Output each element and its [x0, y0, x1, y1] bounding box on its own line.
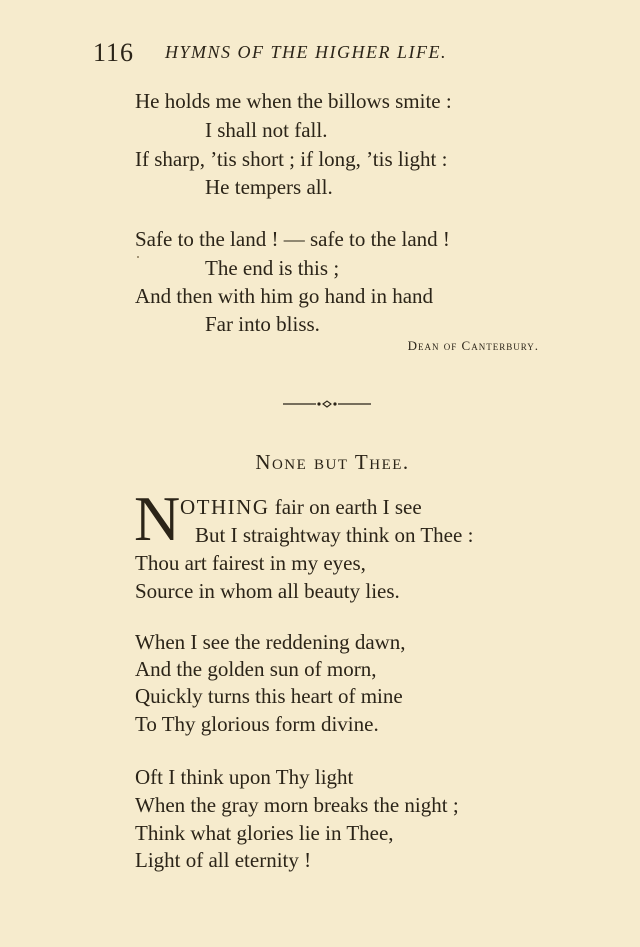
- poem-line: The end is this ;: [205, 256, 340, 280]
- poem-line: When I see the reddening dawn,: [135, 630, 406, 654]
- page-number: 116: [93, 38, 135, 67]
- poem-line: Quickly turns this heart of mine: [135, 684, 403, 708]
- poem-line-first: [180, 494, 422, 520]
- poem-line: If sharp, ’tis short ; if long, ’tis light :: [135, 147, 448, 171]
- poem-title: None but Thee.: [255, 450, 410, 474]
- poem-line: When the gray morn breaks the night ;: [135, 793, 459, 817]
- poem-line: Far into bliss.: [205, 312, 320, 336]
- poem-line: I shall not fall.: [205, 118, 328, 142]
- poem-line: Light of all eternity !: [135, 848, 312, 872]
- poem-line: To Thy glorious form divine.: [135, 712, 379, 736]
- margin-speck: [137, 256, 139, 258]
- poem-line: Source in whom all beauty lies.: [135, 579, 400, 603]
- poem-line: He holds me when the billows smite :: [135, 89, 452, 113]
- drop-cap: N: [134, 483, 181, 554]
- poem-line: But I straightway think on Thee :: [195, 523, 474, 547]
- poem-line: Oft I think upon Thy light: [135, 765, 354, 789]
- poem-line: And then with him go hand in hand: [135, 284, 434, 308]
- running-title: HYMNS OF THE HIGHER LIFE.: [165, 42, 447, 62]
- ornament-divider-icon: [283, 394, 373, 414]
- poem-line: Think what glories lie in Thee,: [135, 821, 394, 845]
- poem-line: Thou art fairest in my eyes,: [135, 551, 366, 575]
- poem-line: Safe to the land ! — safe to the land !: [135, 227, 450, 251]
- attribution: Dean of Canterbury.: [407, 338, 539, 353]
- first-line-rest: fair on earth I see: [269, 495, 422, 519]
- first-word: OTHING: [180, 495, 270, 519]
- poem-line: And the golden sun of morn,: [135, 657, 377, 681]
- poem-line: He tempers all.: [205, 175, 333, 199]
- running-head: [93, 38, 513, 68]
